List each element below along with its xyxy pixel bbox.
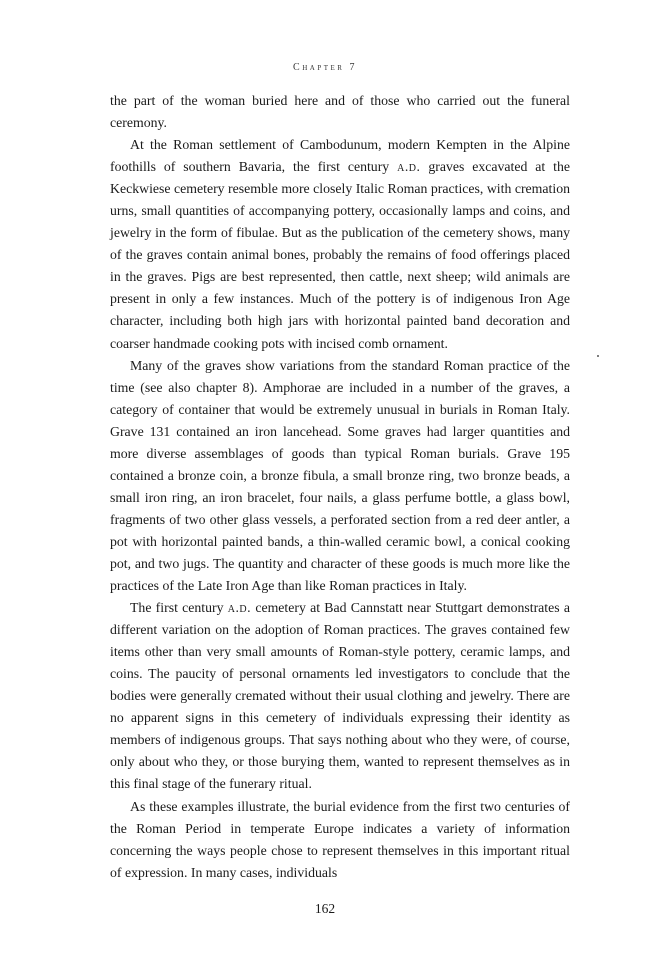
body-text — [110, 90, 570, 884]
era-abbreviation: a.d. — [397, 159, 421, 175]
paragraph-continuation: the part of the woman buried here and of those who carried out the funeral ceremony. — [110, 93, 570, 131]
era-abbreviation: a.d. — [227, 600, 252, 616]
running-head: Chapter 7 — [293, 62, 357, 73]
page-number: 162 — [314, 901, 336, 916]
paragraph-burial-evidence: As these examples illustrate, the burial evidence from the first two centuries of the Roman Period in temperate Europe indicates a variety of information concerning the ways people chose to represent themselves in this important ritual of expression. In many cases, individuals — [110, 798, 570, 880]
paragraph-bad-cannstatt: The first century a.d. cemetery at Bad Cannstatt near Stuttgart demonstrates a different variation on the adoption of Roman practices. The graves contained few items other than very small amounts of Roman-style pottery, ceramic lamps, and coins. The paucity of personal ornaments led investigators to conclude that the bodies were generally cremated without their usual clothing and jewelry. There are no apparent signs in this cemetery of individuals expressing their identity as members of indigenous groups. That says nothing about who they were, of course, only about who they, or those burying them, wanted to represent themselves as in this final stage of the funerary ritual. — [110, 600, 570, 792]
paragraph-grave-variations: Many of the graves show variations from the standard Roman practice of the time (see also chapter 8). Amphorae are included in a number of the graves, a category of container that would be extremely unusual in burials in Roman Italy. Grave 131 contained an iron lancehead. Some graves had larger quantities and more diverse assemblages of goods than typical Roman burials. Grave 195 contained a bronze coin, a bronze fibula, a small bronze ring, two bronze beads, a small iron ring, an iron bracelet, four nails, a glass perfume bottle, a glass bowl, fragments of two other glass vessels, a perforated section from a red deer antler, a pot with horizontal painted bands, a thin-walled ceramic bowl, a conical cooking pot, and two jugs. The quantity and character of these goods is much more like the practices of the Late Iron Age than like Roman practices in Italy. — [110, 357, 570, 594]
margin-dot — [597, 355, 599, 357]
paragraph-cambodunum: At the Roman settlement of Cambodunum, modern Kempten in the Alpine foothills of southern Bavaria, the first century a.d. graves excavated at the Keckwiese cemetery resemble more closely Italic Roman practices, with cremation urns, small quantities of accompanying pottery, occasionally lamps and coins, and jewelry in the form of fibulae. But as the publication of the cemetery shows, many of the graves contain animal bones, probably the remains of food offerings placed in the graves. Pigs are best represented, then cattle, next sheep; wild animals are present in only a few instances. Much of the pottery is of indigenous Iron Age character, including both high jars with horizontal painted band decoration and coarser handmade cooking pots with incised comb ornament. — [110, 137, 570, 351]
